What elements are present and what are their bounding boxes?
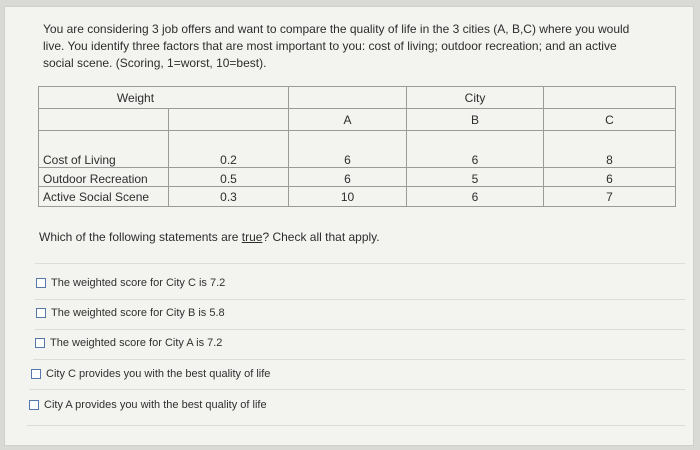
question-text-end: ? Check all that apply.: [262, 230, 380, 244]
weight-value: 0.5: [169, 168, 289, 187]
score-a: 6: [289, 168, 407, 187]
intro-line-1: You are considering 3 job offers and want to compare the quality of life in the 3 cities (A, B,C) where you would: [43, 22, 630, 36]
table-row: [39, 131, 676, 168]
weight-value: 0.3: [169, 187, 289, 207]
problem-statement: [43, 21, 673, 72]
question-page: [4, 6, 694, 446]
intro-line-2: live. You identify three factors that are most important to you: cost of living; outdoor recreation; and an active: [43, 39, 617, 53]
score-c: 7: [544, 187, 676, 207]
city-a-label: A: [289, 109, 407, 131]
divider: [27, 425, 685, 426]
city-b-label: B: [407, 109, 544, 131]
checkbox[interactable]: [36, 278, 46, 288]
city-header: City: [407, 87, 544, 109]
factor-label: Active Social Scene: [39, 187, 169, 207]
scoring-table: [38, 86, 676, 207]
table-header-row: [39, 87, 676, 109]
option-label: City C provides you with the best quality of life: [46, 368, 271, 380]
checkbox[interactable]: [36, 308, 46, 318]
checkbox[interactable]: [35, 338, 45, 348]
answer-option-3[interactable]: [35, 337, 222, 349]
option-label: City A provides you with the best quality of life: [44, 399, 267, 411]
score-a: 6: [289, 131, 407, 168]
divider: [35, 263, 685, 264]
score-b: 6: [407, 187, 544, 207]
question-emphasis: true: [241, 230, 263, 244]
divider: [35, 299, 685, 300]
question-text-start: Which of the following statements are: [39, 230, 242, 244]
score-b: 5: [407, 168, 544, 187]
option-label: The weighted score for City B is 5.8: [51, 307, 225, 319]
checkbox[interactable]: [31, 369, 41, 379]
score-b: 6: [407, 131, 544, 168]
answer-option-1[interactable]: [36, 277, 225, 289]
answer-option-5[interactable]: [29, 399, 267, 411]
factor-label: Outdoor Recreation: [39, 168, 169, 187]
option-label: The weighted score for City A is 7.2: [50, 337, 223, 349]
question-prompt: [39, 230, 380, 244]
answer-option-4[interactable]: [31, 368, 270, 380]
table-row: [39, 187, 676, 207]
factor-label: Cost of Living: [39, 131, 169, 168]
divider: [35, 329, 685, 330]
weight-value: 0.2: [169, 131, 289, 168]
divider: [29, 389, 685, 390]
city-c-label: C: [544, 109, 676, 131]
answer-option-2[interactable]: [36, 307, 225, 319]
checkbox[interactable]: [29, 400, 39, 410]
score-c: 8: [544, 131, 676, 168]
divider: [33, 359, 685, 360]
option-label: The weighted score for City C is 7.2: [51, 277, 226, 289]
city-label-row: [39, 109, 676, 131]
score-a: 10: [289, 187, 407, 207]
score-c: 6: [544, 168, 676, 187]
intro-line-3: social scene. (Scoring, 1=worst, 10=best).: [43, 56, 267, 70]
weight-header: Weight: [39, 87, 289, 109]
table-row: [39, 168, 676, 187]
